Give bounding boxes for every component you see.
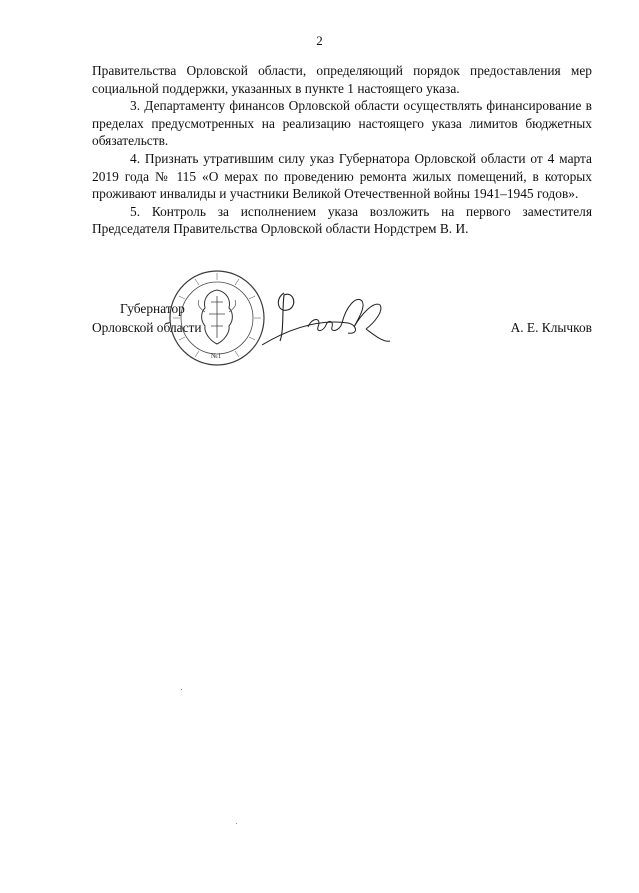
scan-speck: [181, 689, 182, 690]
signatory-title-line-2: Орловской области: [92, 320, 202, 335]
handwritten-signature: [262, 283, 392, 363]
paragraph-item-3: 3. Департаменту финансов Орловской области осуществлять финансирование в пределах предусмотренных на реализацию настоящего указа лимитов бюджетных обязательств.: [92, 98, 592, 149]
document-body: [92, 62, 592, 238]
signatory-name: А. Е. Клычков: [510, 320, 592, 335]
paragraph-item-4: 4. Признать утратившим силу указ Губернатора Орловской области от 4 марта 2019 года № 115 «О мерах по проведению ремонта жилых помещений, в которых проживают инвалиды и участники Великой Отечественной войны 1941–1945 годов».: [92, 150, 592, 202]
paragraph-continuation: Правительства Орловской области, определяющий порядок предоставления мер социальной поддержки, указанных в пункте 1 настоящего указа.: [92, 63, 592, 96]
signatory-title-line-1: Губернатор: [120, 301, 185, 316]
seal-number-text: №1: [211, 352, 222, 360]
scan-speck: [236, 823, 237, 824]
page-number: 2: [316, 33, 323, 48]
paragraph-item-5: 5. Контроль за исполнением указа возложить на первого заместителя Председателя Правительства Орловской области Нордстрем В. И.: [92, 203, 592, 237]
official-seal-stamp: [167, 268, 267, 368]
